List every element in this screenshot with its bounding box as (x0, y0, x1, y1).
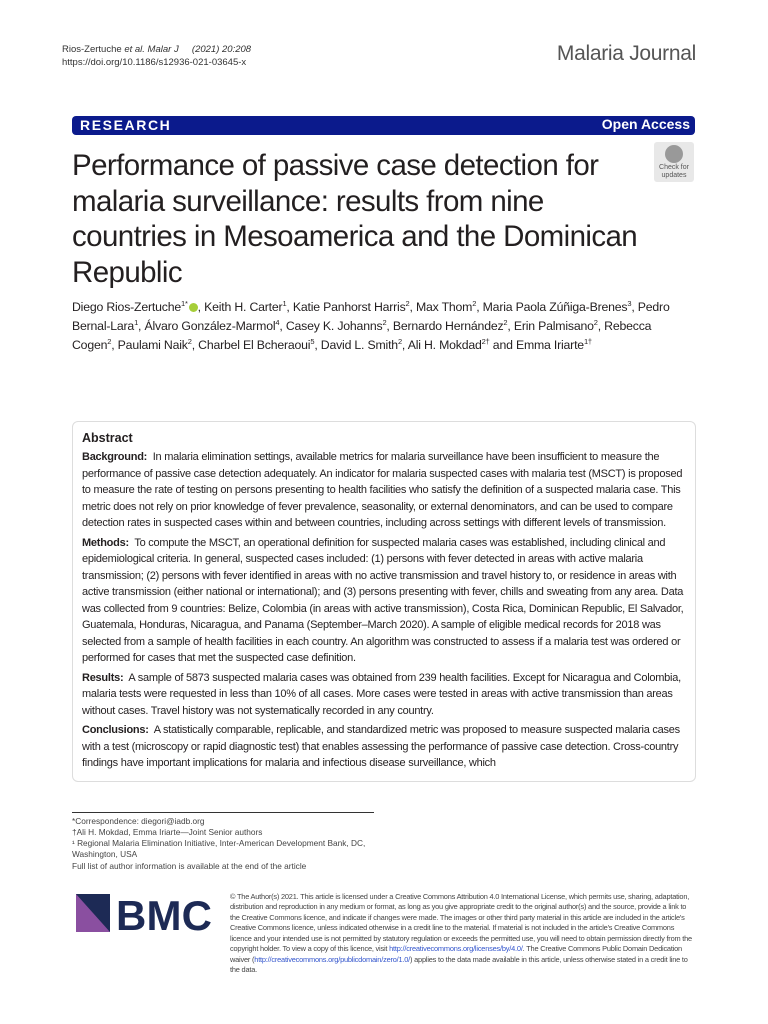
joint-senior-note: †Ali H. Mokdad, Emma Iriarte—Joint Senior authors (72, 826, 263, 837)
abstract-box (72, 421, 696, 782)
open-access-label: Open Access (601, 116, 690, 132)
author-name: Emma Iriarte (515, 338, 584, 352)
citation-authors: Rios-Zertuche (62, 44, 122, 55)
author-name: Bernardo Hernández (392, 319, 504, 333)
author (293, 300, 410, 314)
author (198, 338, 314, 352)
author-affiliation-mark: 2 (503, 317, 508, 327)
author (393, 319, 508, 333)
check-updates-line2: updates (661, 172, 687, 179)
author-name: Rebecca Cogen (72, 319, 652, 352)
abstract-heading: Abstract (82, 431, 133, 445)
author-affiliation-mark: 2 (593, 317, 598, 327)
citation-journal: et al. Malar J (124, 44, 179, 55)
citation-year: (2021) 20:208 (191, 44, 252, 55)
article-type: RESEARCH (80, 117, 172, 133)
author (144, 319, 279, 333)
abstract-background: Background: In malaria elimination settings, available metrics for malaria surveillance have been insufficient to measure the performance of passive case detection adequately. An indicator for malaria suspected cases with malaria test (MSCT) is proposed to measure the rate of testing on persons presenting to health facilities who satisfy the definition of a suspected malaria case. This metric does not rely on prior knowledge of fever prevalence, seasonality, or external denominators, and can be used to compare detection rates in suspected cases within and between countries, including across settings with different levels of transmission. (82, 451, 683, 529)
author-affiliation-mark: 2 (187, 336, 192, 346)
author-affiliation-mark: 1 (134, 317, 139, 327)
author-info-note: Full list of author information is available at the end of the article (72, 860, 307, 871)
author-list: Diego Rios-Zertuche$^{1*}$ , Keith H. Carter$^1$, Katie Panhorst Harris$^2$, Max Thom$^2$, Maria Paola Zúñiga-Brenes$^3$, Pedro Bernal-Lara$^1$, Álvaro González-Marmol$^4$, Casey K. Johanns$^2$, Bernardo Hernández$^2$, Erin Palmisano$^2$, Rebecca Cogen$^2$, Paulami Naik$^2$, Charbel El Bcheraoui$^5$, David L. Smith$^2$, Ali H. Mokdad$^{2\dagger}$ and Emma Iriarte$^{1\dagger}$ (72, 298, 670, 352)
abstract-conclusions: Conclusions: A statistically comparable, replicable, and standardized metric was proposed to measure suspected malaria cases with a test (microscopy or rapid diagnostic test) that enables assessing the performance of passive case detection. Cross-country findings have important implications for malaria and infectious disease surveillance, which (82, 724, 680, 769)
author (321, 338, 402, 352)
author-name: Paulami Naik (117, 338, 188, 352)
author-affiliation-mark: 1† (583, 336, 592, 346)
author (514, 319, 598, 333)
footnotes (72, 816, 392, 872)
author-name: Charbel El Bcheraoui (198, 338, 311, 352)
author-name: Maria Paola Zúñiga-Brenes (482, 300, 628, 314)
author-affiliation-mark: 2 (397, 336, 402, 346)
license-text: © The Author(s) 2021. This article is licensed under a Creative Commons Attribution 4.0 International License, which permits use, sharing, adaptation, distribution and reproduction in any medium or format, as long as you give appropriate credit to the original author(s) and the source, provide a link to the Creative Commons licence, and indicate if changes were made. The images or other third party material in this article are included in the article's Creative Commons licence, unless indicated otherwise in a credit line to the material. If material is not included in the article's Creative Commons licence and your intended use is not permitted by statutory regulation or exceeds the permitted use, you will need to obtain permission directly from the copyright holder. To view a copy of this licence, visit http://creativecommons.org/licenses/by/4.0/. The Creative Commons Public Domain Dedication waiver (http://creativecommons.org/publicdomain/zero/1.0/) applies to the data made available in this article, unless otherwise stated in a credit line to the data. (230, 891, 692, 975)
abstract-results: Results: A sample of 5873 suspected malaria cases was obtained from 239 health facilities. Except for Nicaragua and Colombia, malaria tests were requested in less than 10% of all cases. More cases were tested in areas with active transmission than areas without cases. Travel history was not systematically recorded in any country. (82, 671, 681, 717)
author-affiliation-mark: 2 (472, 298, 477, 308)
author-name: Álvaro González-Marmol (144, 319, 276, 333)
author-affiliation-mark: 2 (382, 317, 387, 327)
author-affiliation-mark: 2† (481, 336, 490, 346)
article-type-banner (72, 116, 695, 135)
author-name: Casey K. Johanns (285, 319, 383, 333)
author-affiliation-mark: 1 (282, 298, 287, 308)
author-name: Pedro Bernal-Lara (72, 300, 670, 333)
author (516, 338, 592, 352)
author-name: Keith H. Carter (204, 300, 283, 314)
citation-header (62, 43, 251, 69)
correspondence[interactable]: *Correspondence: diegori@iadb.org (72, 815, 205, 826)
check-updates-line1: Check for (659, 164, 689, 171)
author (416, 300, 476, 314)
author (483, 300, 632, 314)
journal-name: Malaria Journal (556, 42, 696, 65)
publisher-footer (72, 892, 696, 976)
author-name: Diego Rios-Zertuche (72, 300, 181, 314)
author (118, 338, 192, 352)
main-column (72, 148, 696, 976)
bmc-logo (76, 892, 216, 942)
author-affiliation-mark: 5 (310, 336, 315, 346)
abstract-methods: Methods: To compute the MSCT, an operational definition for suspected malaria cases was established, including clinical and epidemiological criteria. In general, suspected cases included: (1) persons with fever detected in areas with active malaria transmission; (2) persons with fever identified in areas with no active transmission and travel history to, or residence in areas with active transmission (either national or international); and (3) persons presenting with fever, chills and sweating from any area. Data was collected from 9 countries: Belize, Colombia (in areas with active transmission), Costa Rica, Dominican Republic, El Salvador, Guatemala, Honduras, Nicaragua, and Panama (September–March 2020). A sample of eligible medical records for 2018 was selected from a sample of health facilities in each country. An algorithm was constructed to assess if a malaria test was ordered or performed for cases that met the suspected case definition. (82, 536, 684, 664)
author (286, 319, 387, 333)
orcid-icon[interactable] (189, 303, 198, 312)
author-name: Katie Panhorst Harris (292, 300, 406, 314)
cc-zero-link[interactable]: http://creativecommons.org/publicdomain/zero/1.0/ (254, 954, 411, 964)
author (72, 300, 198, 314)
author-affiliation-mark: 3 (627, 298, 632, 308)
doi-link[interactable]: https://doi.org/10.1186/s12936-021-03645-x (62, 57, 247, 68)
author-name: David L. Smith (320, 338, 398, 352)
affiliation: ¹ Regional Malaria Elimination Initiative, Inter-American Development Bank, DC, Washington, USA (72, 838, 366, 860)
author-affiliation-mark: 2 (107, 336, 112, 346)
cc-by-link[interactable]: http://creativecommons.org/licenses/by/4.0/ (389, 944, 523, 954)
author-name: Ali H. Mokdad (407, 338, 482, 352)
article-title: Performance of passive case detection for malaria surveillance: results from nine countries in Mesoamerica and the Dominican Republic (72, 149, 638, 289)
author-affiliation-mark: 4 (275, 317, 280, 327)
author (204, 300, 286, 314)
author-affiliation-mark: 2 (405, 298, 410, 308)
footnote-divider (72, 812, 374, 813)
author-affiliation-mark: 1* (180, 298, 188, 308)
author-name: Erin Palmisano (513, 319, 594, 333)
svg-text:BMC: BMC (116, 891, 212, 939)
author (408, 338, 490, 352)
author-name: Max Thom (415, 300, 473, 314)
